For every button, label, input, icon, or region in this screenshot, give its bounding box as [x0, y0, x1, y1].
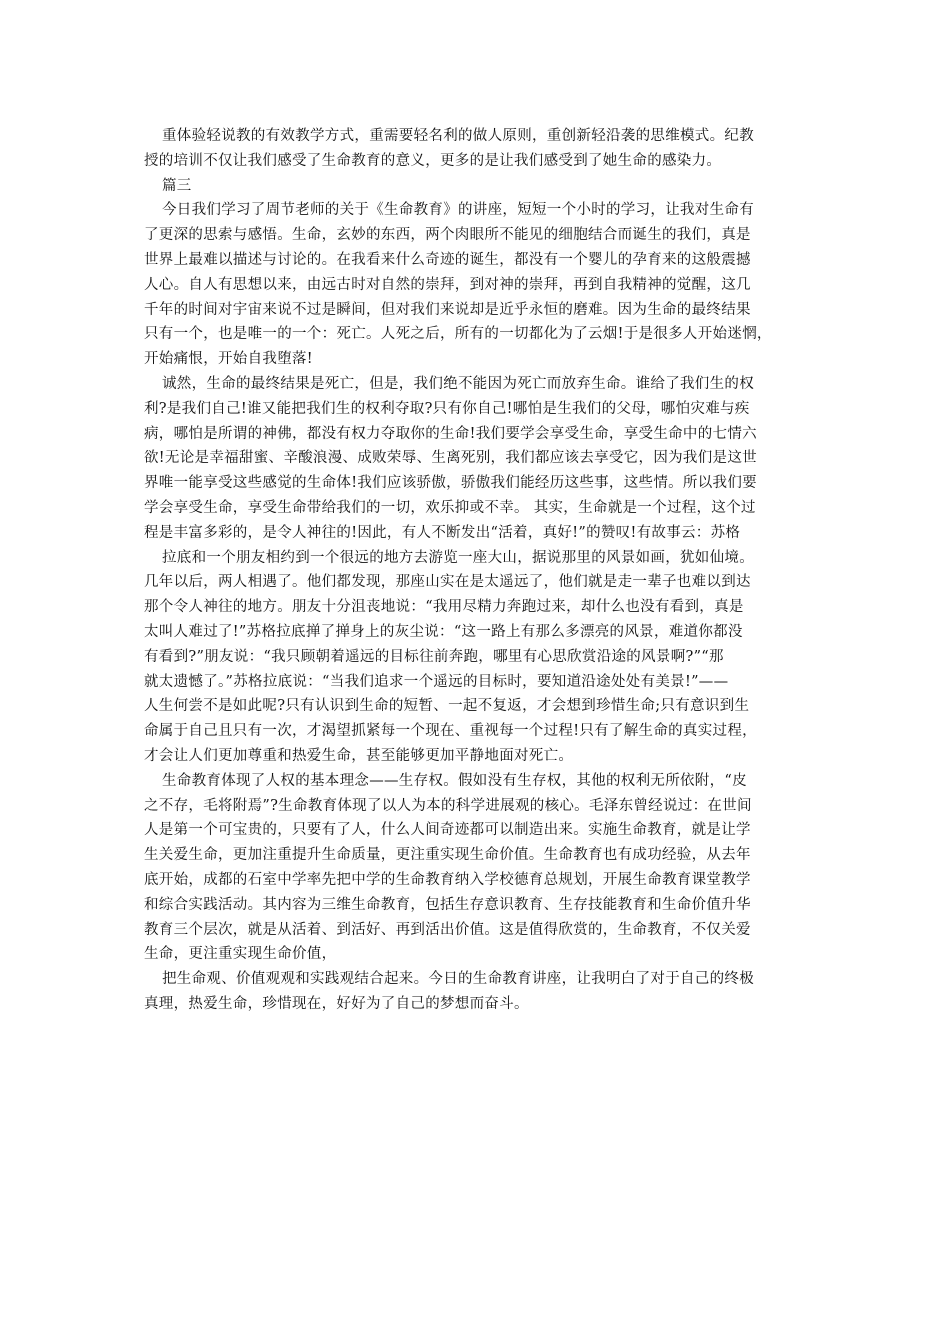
- text-line: 真理，热爱生命，珍惜现在，好好为了自己的梦想而奋斗。: [144, 995, 529, 1012]
- text-line: 之不存，毛将附焉”?生命教育体现了以人为本的科学进展观的核心。毛泽东曾经说过：在世间: [144, 797, 752, 814]
- text-line: 程是丰富多彩的，是令人神往的!因此，有人不断发出“活着，真好!”的赞叹!有故事云：苏格: [144, 524, 741, 541]
- text-line: 生命，更注重实现生命价值，: [144, 946, 337, 963]
- text-line: 才会让人们更加尊重和热爱生命，甚至能够更加平静地面对死亡。: [144, 747, 574, 764]
- text-line: 了更深的思索与感悟。生命，玄妙的东西，两个肉眼所不能见的细胞结合而诞生的我们，真是: [144, 227, 751, 244]
- text-line: 底开始，成都的石室中学率先把中学的生命教育纳入学校德育总规划，开展生命教育课堂教学: [144, 871, 751, 888]
- text-line: 拉底和一个朋友相约到一个很远的地方去游览一座大山，据说那里的风景如画，犹如仙境。: [162, 549, 754, 566]
- text-line: 人生何尝不是如此呢?只有认识到生命的短暂、一起不复返，才会想到珍惜生命;只有意识到生: [144, 698, 750, 715]
- text-line: 开始痛恨，开始自我堕落!: [144, 351, 313, 368]
- text-line: 教育三个层次，就是从活着、到活好、再到活出价值。这是值得欣赏的，生命教育，不仅关爱: [144, 921, 751, 938]
- text-line: 诚然，生命的最终结果是死亡，但是，我们绝不能因为死亡而放弃生命。谁给了我们生的权: [162, 375, 754, 392]
- text-line: 授的培训不仅让我们感受了生命教育的意义，更多的是让我们感受到了她生命的感染力。: [144, 152, 722, 169]
- text-line: 太叫人难过了!”苏格拉底掸了掸身上的灰尘说：“这一路上有那么多漂亮的风景，难道你都没: [144, 623, 743, 640]
- text-line: 重体验轻说教的有效教学方式，重需要轻名利的做人原则，重创新轻沿袭的思维模式。纪教: [162, 128, 754, 144]
- text-line: 篇三: [162, 177, 192, 194]
- text-line: 界唯一能享受这些感觉的生命体!我们应该骄傲，骄傲我们能经历这些事，这些情。所以我们要: [144, 475, 757, 492]
- text-line: 欲!无论是幸福甜蜜、辛酸浪漫、成败荣辱、生离死别，我们都应该去享受它，因为我们是这世: [144, 450, 757, 467]
- text-line: 生关爱生命，更加注重提升生命质量，更注重实现生命价值。生命教育也有成功经验，从去年: [144, 847, 751, 864]
- text-line: 人心。自人有思想以来，由远古时对自然的崇拜，到对神的崇拜，再到自我精神的觉醒，这几: [144, 276, 751, 293]
- text-line: 学会享受生命，享受生命带给我们的一切，欢乐抑或不幸。 其实，生命就是一个过程，这个过: [144, 499, 756, 516]
- text-line: 那个令人神往的地方。朋友十分沮丧地说：“我用尽精力奔跑过来，却什么也没有看到，真是: [144, 599, 744, 616]
- text-line: 只有一个，也是唯一的一个：死亡。人死之后，所有的一切都化为了云烟!于是很多人开始迷惘，: [144, 326, 772, 343]
- text-line: 人是第一个可宝贵的，只要有了人，什么人间奇迹都可以制造出来。实施生命教育，就是让学: [144, 822, 751, 839]
- text-line: 世界上最难以描述与讨论的。在我看来什么奇迹的诞生，都没有一个婴儿的孕育来的这般震撼: [144, 251, 751, 268]
- text-line: 命属于自己且只有一次，才渴望抓紧每一个现在、重视每一个过程!只有了解生命的真实过程，: [144, 723, 757, 740]
- text-line: 病，哪怕是所谓的神佛，都没有权力夺取你的生命!我们要学会享受生命，享受生命中的七情六: [144, 425, 757, 442]
- text-line: 几年以后，两人相遇了。他们都发现，那座山实在是太遥远了，他们就是走一辈子也难以到达: [144, 574, 751, 591]
- text-line: 把生命观、价值观观和实践观结合起来。今日的生命教育讲座，让我明白了对于自己的终极: [162, 971, 754, 988]
- text-line: 今日我们学习了周节老师的关于《生命教育》的讲座，短短一个小时的学习，让我对生命有: [162, 202, 754, 219]
- text-line: 利?是我们自己!谁又能把我们生的权利夺取?只有你自己!哪怕是生我们的父母，哪怕灾难与疾: [144, 400, 750, 417]
- text-line: 和综合实践活动。其内容为三维生命教育，包括生存意识教育、生存技能教育和生命价值升华: [144, 896, 751, 913]
- text-line: 生命教育体现了人权的基本理念——生存权。假如没有生存权，其他的权利无所依附，“皮: [162, 772, 747, 789]
- document-body: [144, 124, 816, 1017]
- text-line: 就太遗憾了。”苏格拉底说：“当我们追求一个遥远的目标时，要知道沿途处处有美景!”——: [144, 673, 729, 690]
- text-line: 千年的时间对宇宙来说不过是瞬间，但对我们来说却是近乎永恒的磨难。因为生命的最终结果: [144, 301, 751, 318]
- text-line: 有看到?”朋友说：“我只顾朝着遥远的目标往前奔跑，哪里有心思欣赏沿途的风景啊?”“那: [144, 648, 724, 665]
